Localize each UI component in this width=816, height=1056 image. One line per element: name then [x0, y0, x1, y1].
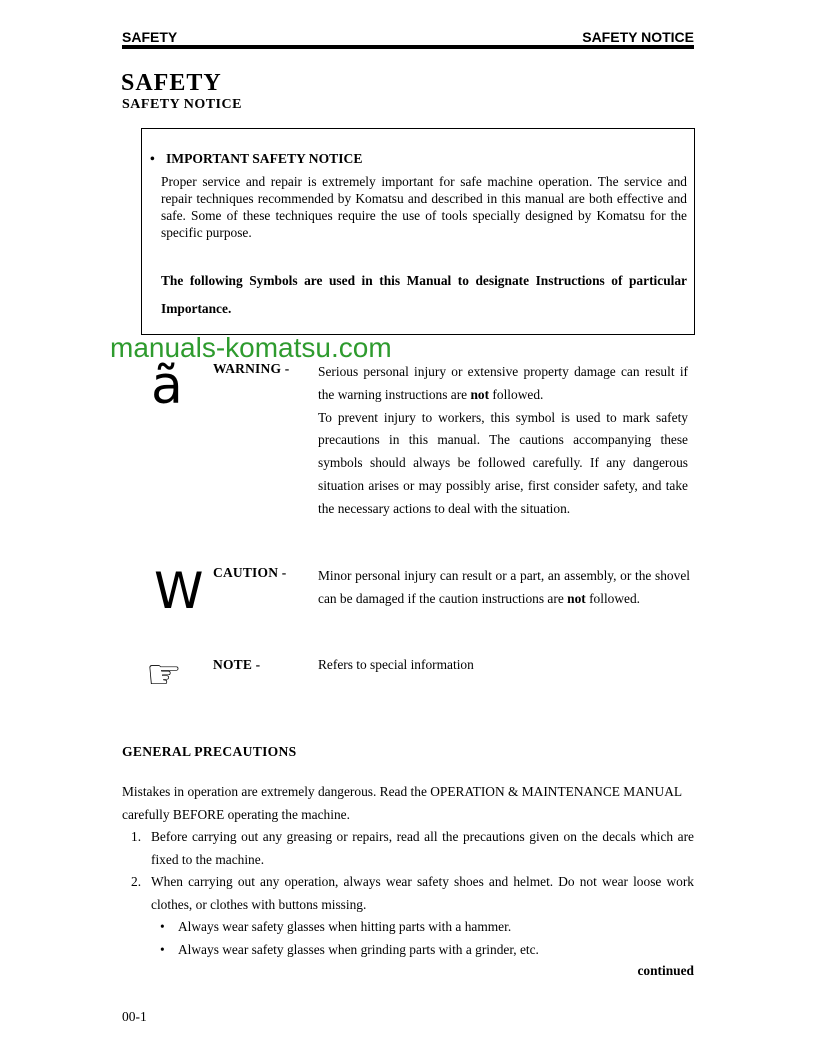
list-subitem: [160, 916, 694, 939]
list-item: [131, 826, 694, 871]
list-item-number: 2.: [131, 874, 142, 890]
warning-paragraph-2: To prevent injury to workers, this symbol is used to mark safety precautions in this manual. The cautions accompanying these symbols should always be followed carefully. If any dangerous situation arises or may possibly arise, first consider safety, and take the necessary actions to deal with the situation.: [318, 409, 688, 516]
list-item-text: Before carrying out any greasing or repairs, read all the precautions given on the decals which are fixed to the machine.: [151, 829, 694, 867]
list-item-text: When carrying out any operation, always wear safety shoes and helmet. Do not wear loose work clothes, or clothes with buttons missing.: [151, 874, 694, 912]
notice-box-heading: IMPORTANT SAFETY NOTICE: [166, 151, 363, 166]
header-rule: [122, 45, 694, 49]
caution-text-bold: not: [567, 590, 586, 606]
running-header-left: SAFETY: [122, 29, 178, 45]
warning-text: [318, 361, 688, 521]
caution-text: [318, 565, 690, 610]
pointing-hand-icon: ☞: [146, 652, 182, 698]
running-header: [122, 29, 694, 45]
warning-label: WARNING -: [213, 361, 290, 376]
list-subitem-text: Always wear safety glasses when grinding parts with a grinder, etc.: [178, 941, 539, 957]
important-safety-notice-box: [141, 128, 695, 335]
note-label: NOTE -: [213, 657, 261, 672]
list-subitem: [160, 939, 694, 962]
caution-text-segment: Minor personal injury can result or a part, an assembly, or the shovel can be damaged if the caution instructions are: [318, 568, 690, 606]
list-item-number: 1.: [131, 829, 142, 844]
caution-symbol-icon: W: [154, 562, 204, 620]
caution-paragraph: [318, 565, 690, 610]
bullet-icon: •: [160, 941, 165, 957]
precautions-list: [131, 826, 694, 962]
list-subitem-text: Always wear safety glasses when hitting parts with a hammer.: [178, 919, 512, 935]
page-number: 00-1: [122, 1009, 147, 1024]
warning-text-segment: Serious personal injury or extensive property damage can result if the warning instructions are: [318, 364, 688, 402]
warning-text-segment: followed.: [489, 386, 544, 402]
bullet-icon: •: [150, 151, 155, 166]
warning-paragraph-1: [318, 361, 688, 407]
watermark-text: manuals-komatsu.com: [110, 332, 392, 363]
notice-box-heading-row: [150, 151, 687, 167]
caution-text-segment: followed.: [585, 590, 641, 606]
page-subtitle: SAFETY NOTICE: [122, 97, 242, 112]
page-title: SAFETY: [121, 70, 222, 96]
general-precautions-heading: GENERAL PRECAUTIONS: [122, 744, 297, 759]
general-precautions-intro: Mistakes in operation are extremely dangerous. Read the OPERATION & MAINTENANCE MANUAL carefully BEFORE operating the machine.: [122, 784, 682, 822]
warning-text-bold: not: [470, 386, 490, 402]
continued-marker: continued: [637, 963, 694, 978]
running-header-right: SAFETY NOTICE: [582, 29, 694, 45]
warning-symbol-icon: ã: [151, 356, 183, 416]
caution-label: CAUTION -: [213, 565, 287, 580]
bullet-icon: •: [160, 919, 165, 935]
notice-box-paragraph-2: The following Symbols are used in this Manual to designate Instructions of particular Importance.: [161, 273, 687, 316]
notice-box-paragraph-1: Proper service and repair is extremely important for safe machine operation. The service and repair techniques recommended by Komatsu and described in this manual are both effective and safe. Some of these techniques require the use of tools specially designed by Komatsu for the specific purpose.: [161, 174, 687, 240]
list-item: [131, 871, 694, 916]
note-text: Refers to special information: [318, 657, 474, 672]
